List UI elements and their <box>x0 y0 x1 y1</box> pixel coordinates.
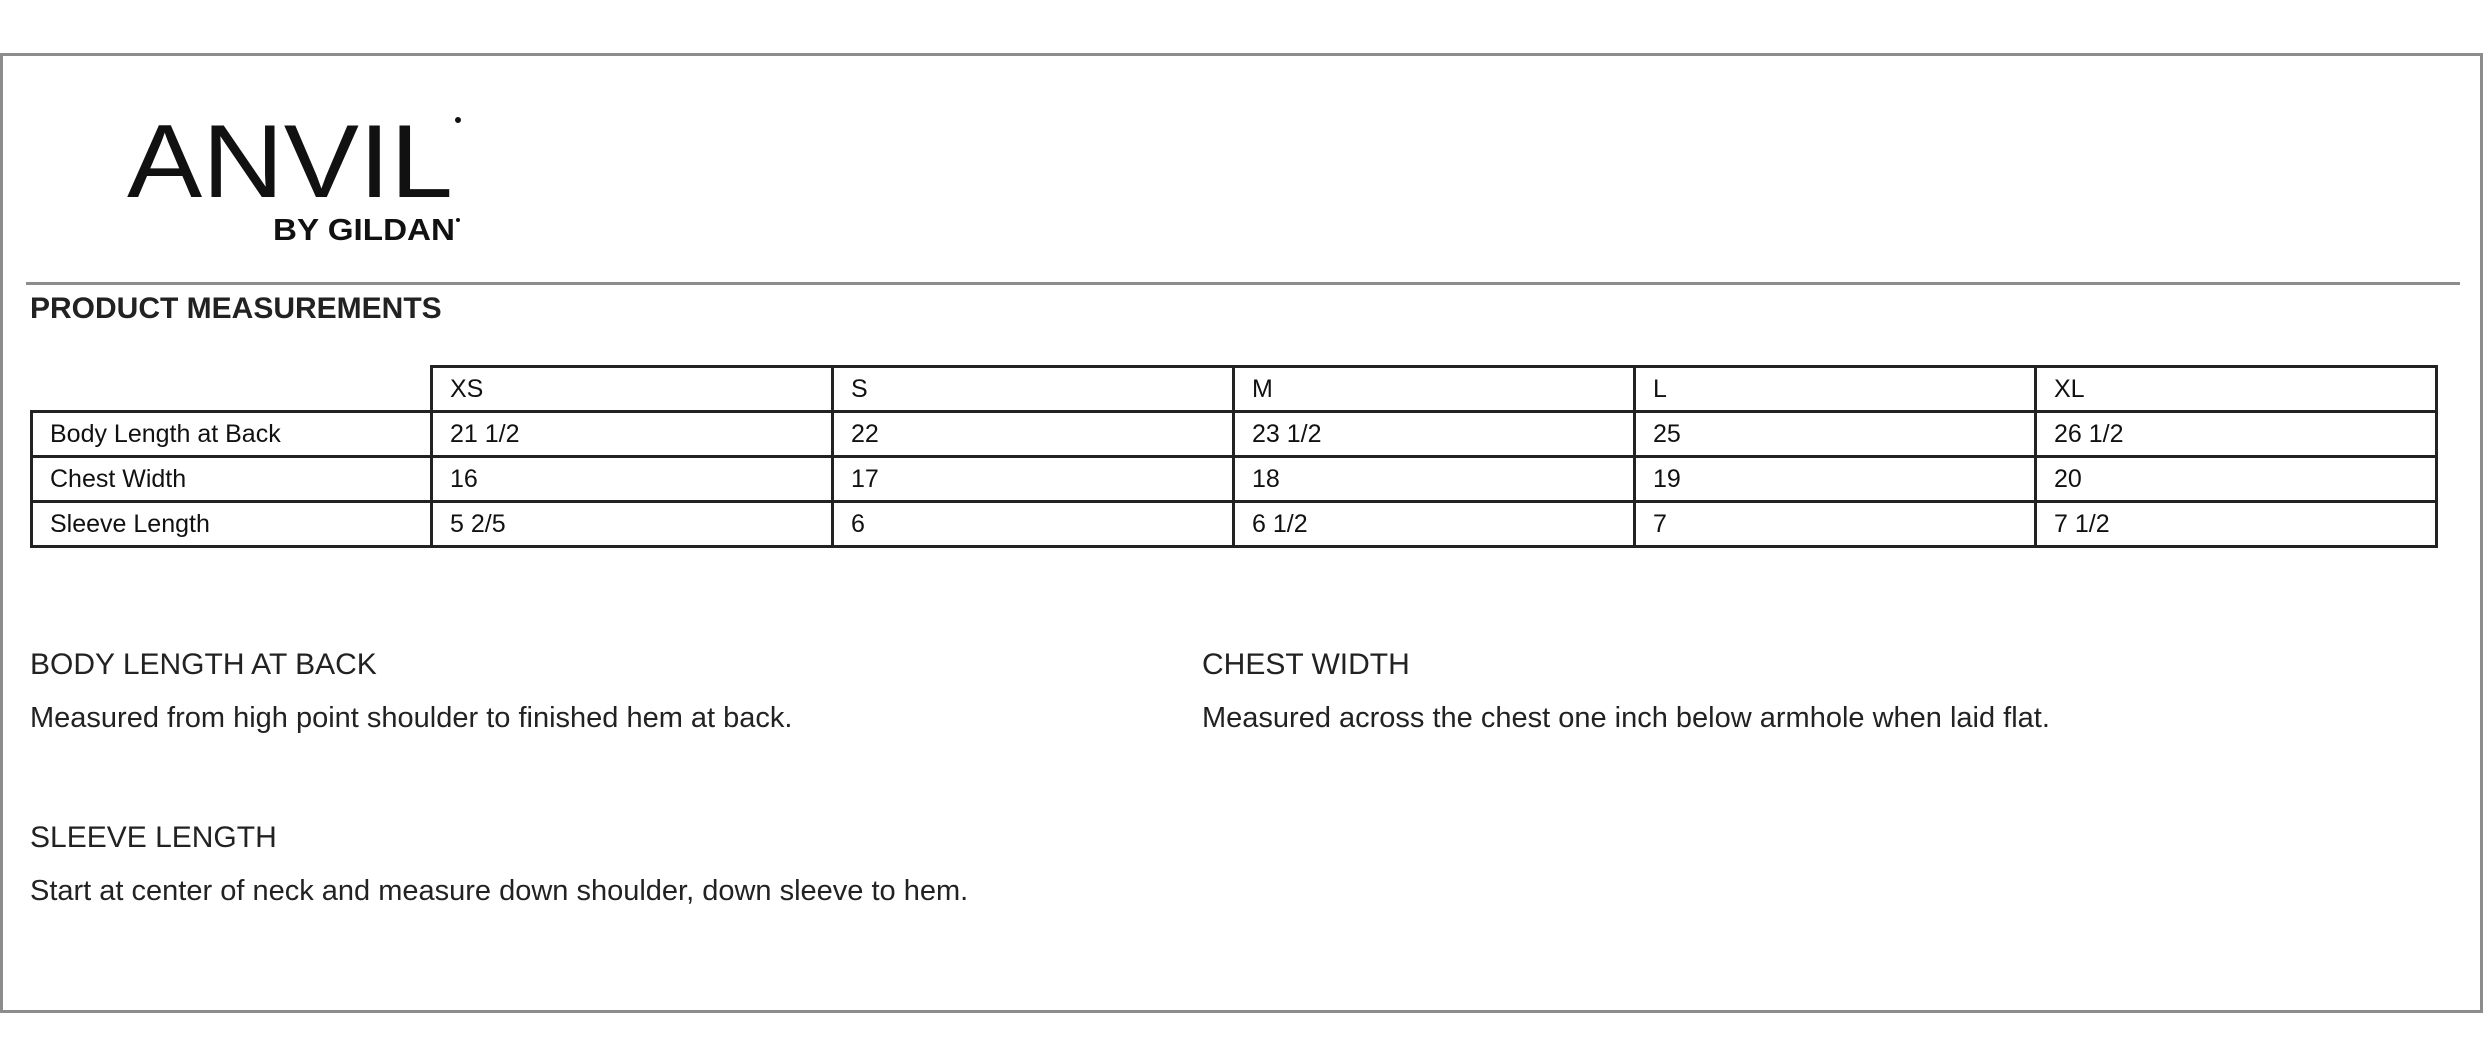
table-cell: 17 <box>833 457 1234 502</box>
table-row-sleeve-length <box>32 502 2437 547</box>
table-cell: 26 1/2 <box>2036 412 2437 457</box>
logo-subbrand: BY GILDAN <box>273 212 455 246</box>
chest-width-title: CHEST WIDTH <box>1202 648 1410 681</box>
table-cell: 21 1/2 <box>432 412 833 457</box>
size-header-xl: XL <box>2036 367 2437 412</box>
table-cell: 23 1/2 <box>1234 412 1635 457</box>
table-cell: 6 <box>833 502 1234 547</box>
table-cell: 19 <box>1635 457 2036 502</box>
size-header-m: M <box>1234 367 1635 412</box>
size-header-l: L <box>1635 367 2036 412</box>
section-title: PRODUCT MEASUREMENTS <box>30 292 442 325</box>
logo-wordmark: ANVIL <box>127 110 453 220</box>
sleeve-length-title: SLEEVE LENGTH <box>30 821 277 854</box>
body-length-text: Measured from high point shoulder to finished hem at back. <box>30 702 793 734</box>
anvil-logo-graphic <box>127 110 477 246</box>
measurements-table-wrap <box>30 365 2438 548</box>
sleeve-length-description <box>30 821 968 908</box>
table-header-row <box>32 367 2437 412</box>
table-cell: 20 <box>2036 457 2437 502</box>
table-cell: 16 <box>432 457 833 502</box>
anvil-gildan-logo <box>127 110 477 246</box>
row-label: Sleeve Length <box>32 502 432 547</box>
body-length-title: BODY LENGTH AT BACK <box>30 648 377 681</box>
body-length-description <box>30 648 792 735</box>
registered-mark-small-icon <box>456 218 460 222</box>
header-divider <box>26 282 2460 285</box>
chest-width-description <box>1202 648 2050 735</box>
table-cell: 7 <box>1635 502 2036 547</box>
measurements-table <box>30 365 2438 548</box>
registered-mark-icon <box>455 117 461 123</box>
row-label: Chest Width <box>32 457 432 502</box>
sleeve-length-text: Start at center of neck and measure down shoulder, down sleeve to hem. <box>30 875 969 907</box>
table-cell: 6 1/2 <box>1234 502 1635 547</box>
size-header-xs: XS <box>432 367 833 412</box>
table-corner-cell <box>32 367 432 412</box>
row-label: Body Length at Back <box>32 412 432 457</box>
table-cell: 18 <box>1234 457 1635 502</box>
table-cell: 22 <box>833 412 1234 457</box>
table-cell: 25 <box>1635 412 2036 457</box>
table-cell: 5 2/5 <box>432 502 833 547</box>
table-row-body-length <box>32 412 2437 457</box>
chest-width-text: Measured across the chest one inch below armhole when laid flat. <box>1202 702 2050 734</box>
size-header-s: S <box>833 367 1234 412</box>
table-row-chest-width <box>32 457 2437 502</box>
table-cell: 7 1/2 <box>2036 502 2437 547</box>
